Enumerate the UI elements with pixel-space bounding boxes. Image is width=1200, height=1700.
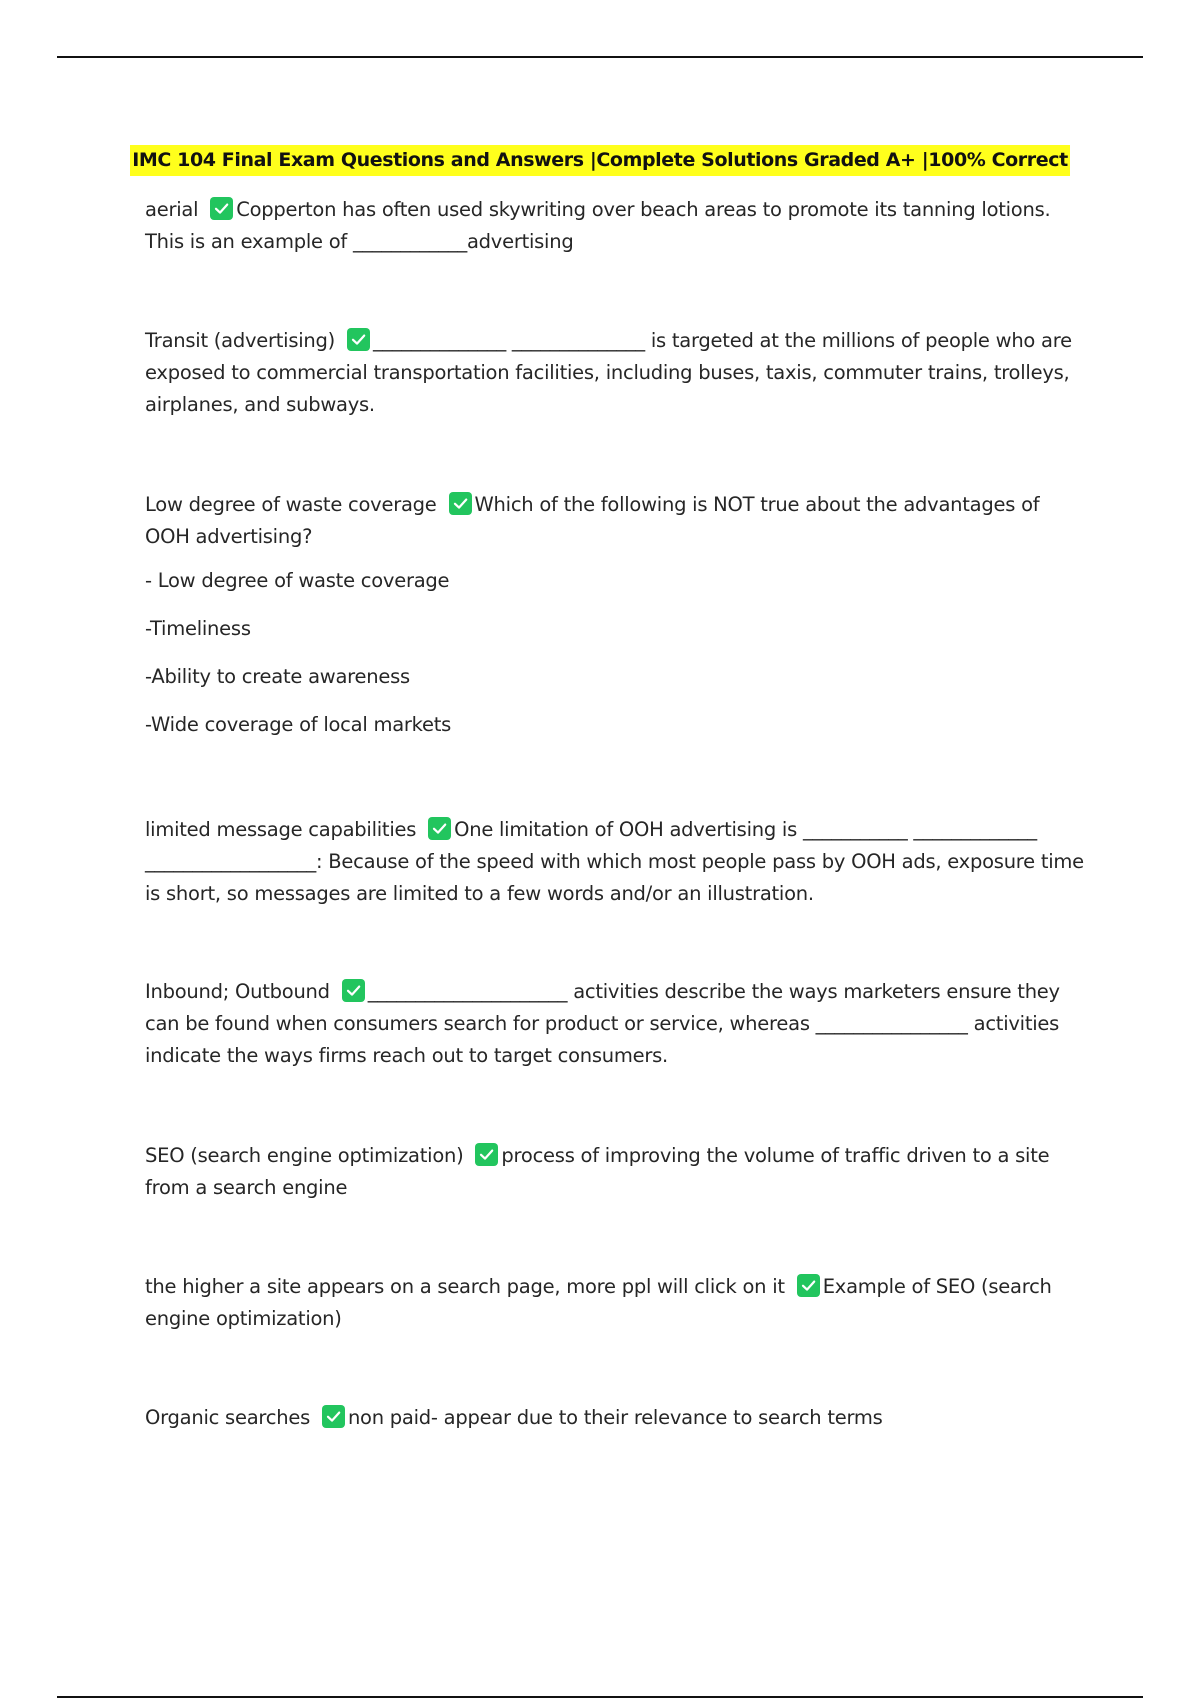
qa-paragraph	[145, 325, 1085, 421]
check-box-icon	[797, 1274, 820, 1297]
qa-item	[145, 976, 1085, 1072]
option-item: -Wide coverage of local markets	[145, 713, 452, 736]
check-box-icon	[210, 197, 233, 220]
question-text: _____________________ activities describe the ways marketers ensure they can be found when consumers search for product or service, whereas ________________ activities indicate the ways firms reach out to target consumers.	[145, 980, 1060, 1067]
option-item: - Low degree of waste coverage	[145, 569, 450, 592]
option-item: -Timeliness	[145, 617, 251, 640]
check-box-icon	[342, 979, 365, 1002]
question-text: non paid- appear due to their relevance to search terms	[347, 1406, 883, 1429]
qa-paragraph	[145, 814, 1085, 910]
question-text: Copperton has often used skywriting over beach areas to promote its tanning lotions. This is an example of ____________advertising	[145, 198, 1051, 253]
check-box-icon	[322, 1405, 345, 1428]
title-container	[0, 145, 1200, 176]
check-box-icon	[428, 817, 451, 840]
answer-text: Transit (advertising)	[145, 329, 336, 352]
qa-paragraph	[145, 1140, 1085, 1204]
qa-item	[145, 489, 1085, 757]
qa-item	[145, 1140, 1085, 1204]
top-rule	[57, 56, 1143, 58]
option-item: -Ability to create awareness	[145, 665, 410, 688]
check-box-icon	[475, 1143, 498, 1166]
qa-item	[145, 1402, 1085, 1434]
answer-text: Inbound; Outbound	[145, 980, 330, 1003]
qa-paragraph	[145, 194, 1085, 258]
qa-item	[145, 1271, 1085, 1335]
question-text: Which of the following is NOT true about the advantages of OOH advertising?	[145, 493, 1040, 548]
answer-text: the higher a site appears on a search page, more ppl will click on it	[145, 1275, 785, 1298]
question-text: Example of SEO (search engine optimization)	[145, 1275, 1052, 1330]
options-list	[145, 565, 1085, 741]
check-box-icon	[347, 328, 370, 351]
page-title: IMC 104 Final Exam Questions and Answers |Complete Solutions Graded A+ |100% Correct	[130, 145, 1070, 176]
check-box-icon	[449, 492, 472, 515]
answer-text: limited message capabilities	[145, 818, 417, 841]
qa-item	[145, 325, 1085, 421]
answer-text: aerial	[145, 198, 199, 221]
qa-paragraph	[145, 1402, 1085, 1434]
qa-paragraph	[145, 1271, 1085, 1335]
qa-item	[145, 194, 1085, 258]
question-text: process of improving the volume of traffic driven to a site from a search engine	[145, 1144, 1050, 1199]
question-text: One limitation of OOH advertising is ___________ _____________ __________________: Because of the speed with which most people pass by OOH ads, exposure time is short, so messages are limited to a few words and/or an illustration.	[145, 818, 1084, 905]
bottom-rule	[57, 1696, 1143, 1698]
answer-text: Organic searches	[145, 1406, 310, 1429]
qa-paragraph	[145, 976, 1085, 1072]
qa-paragraph	[145, 489, 1085, 553]
question-text: ______________ ______________ is targeted at the millions of people who are exposed to commercial transportation facilities, including buses, taxis, commuter trains, trolleys, airplanes, and subways.	[145, 329, 1072, 416]
answer-text: Low degree of waste coverage	[145, 493, 437, 516]
answer-text: SEO (search engine optimization)	[145, 1144, 464, 1167]
qa-item	[145, 814, 1085, 910]
